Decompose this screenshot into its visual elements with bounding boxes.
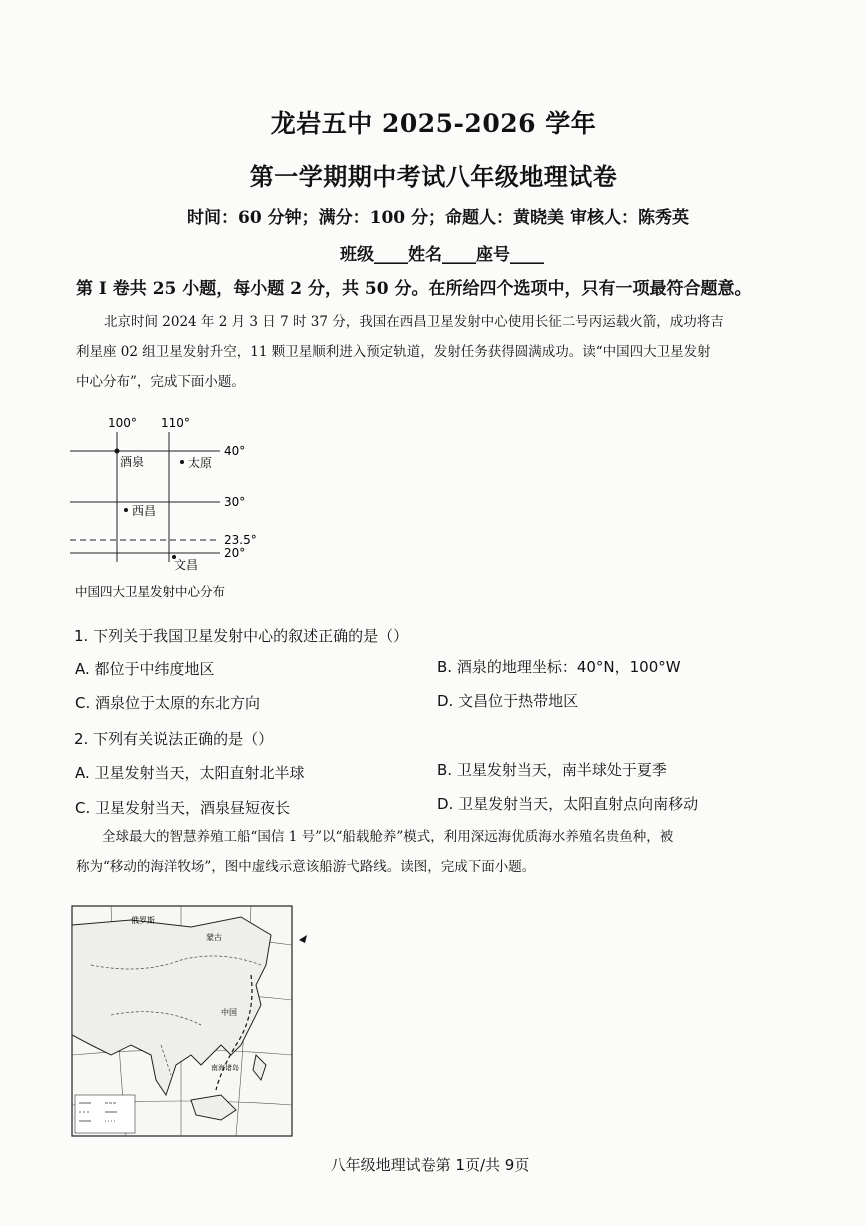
passage-1 xyxy=(76,307,806,397)
map-label: 南海诸岛 xyxy=(211,1064,239,1072)
q2-option-d[interactable]: D. 卫星发射当天，太阳直射点向南移动 xyxy=(437,795,699,813)
figure-caption: 中国四大卫星发射中心分布 xyxy=(75,584,226,599)
passage-1-line: 北京时间 2024 年 2 月 3 日 7 时 37 分，我国在西昌卫星发射中心使用长征二号丙运载火箭，成功将吉 xyxy=(104,314,724,330)
lat-label: 40° xyxy=(224,444,246,458)
q1-option-c[interactable]: C. 酒泉位于太原的东北方向 xyxy=(75,694,261,712)
passage-1-line: 利星座 02 组卫星发射升空，11 颗卫星顺利进入预定轨道，发射任务获得圆满成功。读“中国四大卫星发射 xyxy=(76,344,711,360)
place-label: 太原 xyxy=(188,456,213,470)
lat-label: 23.5° xyxy=(224,533,257,547)
q2-option-a[interactable]: A. 卫星发射当天，太阳直射北半球 xyxy=(75,764,305,782)
page-footer: 八年级地理试卷第 1页/共 9页 xyxy=(330,1156,530,1174)
passage-2 xyxy=(76,822,816,882)
lat-label: 30° xyxy=(224,495,246,509)
section-instructions: 第 I 卷共 25 小题，每小题 2 分，共 50 分。在所给四个选项中，只有一项最符合题意。 xyxy=(76,279,752,299)
map-mark xyxy=(299,935,307,943)
place-label: 西昌 xyxy=(132,504,157,518)
launch-centers-map xyxy=(70,412,270,612)
asia-ship-route-map xyxy=(71,905,316,1141)
passage-1-line: 中心分布”，完成下面小题。 xyxy=(76,374,245,390)
question-2-stem: 2. 下列有关说法正确的是（） xyxy=(74,730,274,748)
exam-title-line2: 第一学期期中考试八年级地理试卷 xyxy=(249,162,618,191)
passage-2-line: 全球最大的智慧养殖工船“国信 1 号”以“船载舱养”模式，利用深远海优质海水养殖名贵鱼种，被 xyxy=(102,829,674,845)
q1-option-b[interactable]: B. 酒泉的地理坐标：40°N，100°W xyxy=(437,658,681,676)
question-1-stem: 1. 下列关于我国卫星发射中心的叙述正确的是（） xyxy=(74,627,409,645)
map-legend xyxy=(75,1095,135,1133)
taiyuan-point xyxy=(180,460,184,464)
exam-title-line1: 龙岩五中 2025-2026 学年 xyxy=(270,109,597,138)
q1-option-d[interactable]: D. 文昌位于热带地区 xyxy=(437,692,579,710)
q2-option-c[interactable]: C. 卫星发射当天，酒泉昼短夜长 xyxy=(75,799,291,817)
place-label: 酒泉 xyxy=(120,455,145,469)
map-label: 蒙古 xyxy=(206,933,222,942)
q1-option-a[interactable]: A. 都位于中纬度地区 xyxy=(75,660,215,678)
xichang-point xyxy=(124,508,128,512)
lat-label: 20° xyxy=(224,546,246,560)
jiuquan-point xyxy=(115,449,120,454)
map-label: 中国 xyxy=(221,1008,237,1017)
lon-label: 100° xyxy=(108,416,137,430)
passage-2-line: 称为“移动的海洋牧场”，图中虚线示意该船游弋路线。读图，完成下面小题。 xyxy=(76,859,536,875)
lon-label: 110° xyxy=(161,416,190,430)
map-label: 俄罗斯 xyxy=(131,916,155,925)
q2-option-b[interactable]: B. 卫星发射当天，南半球处于夏季 xyxy=(437,761,667,779)
place-label: 文昌 xyxy=(174,558,199,572)
student-info-line: 班级____姓名____座号____ xyxy=(340,245,544,265)
exam-info: 时间：60 分钟；满分：100 分；命题人：黄晓美 审核人：陈秀英 xyxy=(187,208,689,228)
